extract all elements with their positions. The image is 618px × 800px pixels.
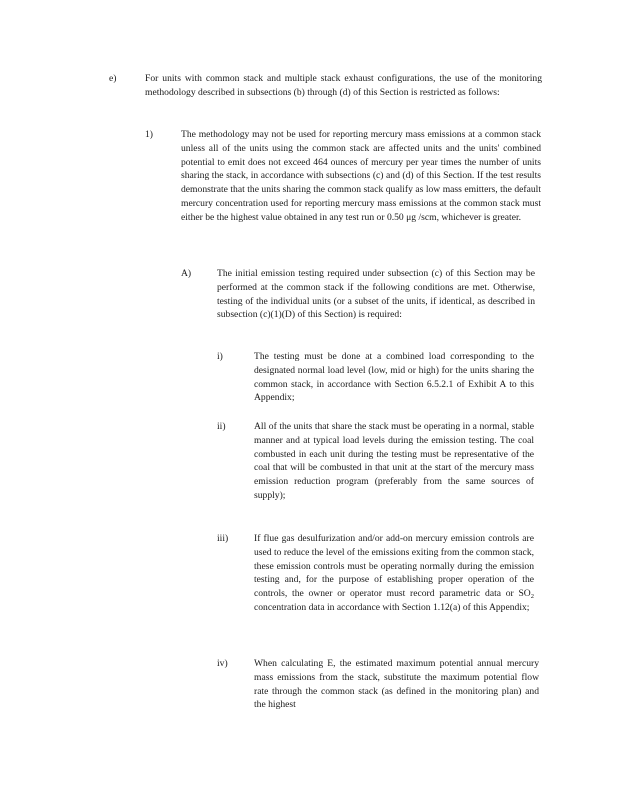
item-i-text: The testing must be done at a combined load corresponding to the designated normal load level (low, mid or high) for the units sharing the common stack, in accordance with Section 6.5.2.1 of Exhibit A to this Appendix;: [254, 351, 534, 404]
item-iv-text: When calculating E, the estimated maximum potential annual mercury mass emissions from the stack, substitute the maximum potential flow rate through the common stack (as defined in the monitoring plan) and the highest: [254, 658, 539, 711]
item-a-text: The initial emission testing required under subsection (c) of this Section may be performed at the common stack if the following conditions are met. Otherwise, testing of the individual units (or a subset of the units, if identical, as described in subsection (c)(1)(D) of this Section) is required:: [217, 268, 535, 321]
item-ii-label: ii): [217, 421, 226, 432]
item-iv-label: iv): [217, 658, 228, 669]
item-i-label: i): [217, 351, 223, 362]
section-e-text: For units with common stack and multiple stack exhaust configurations, the use of the monitoring methodology described in subsections (b) through (d) of this Section is restricted as follows:: [145, 73, 542, 98]
item-iii-text: [254, 532, 534, 615]
item-1-label: 1): [145, 129, 153, 140]
item-iii-text-before: If flue gas desulfurization and/or add-on mercury emission controls are used to reduce the level of the emissions exiting from the common stack, these emission controls must be operating normally during the emission testing and, for the purpose of establishing proper operation of the controls, the owner or operator must record parametric data or SO: [254, 533, 535, 600]
item-a-label: A): [181, 268, 192, 279]
section-e-label: e): [109, 73, 117, 84]
item-iii-label: iii): [217, 533, 229, 544]
item-iii-text-after: concentration data in accordance with Section 1.12(a) of this Appendix;: [254, 601, 530, 613]
item-1-text: The methodology may not be used for reporting mercury mass emissions at a common stack unless all of the units using the common stack are affected units and the units' combined potential to emit does not exceed 464 ounces of mercury per year times the number of units sharing the stack, in accordance with subsections (c) and (d) of this Section. If the test results demonstrate that the units sharing the common stack qualify as low mass emitters, the default mercury concentration used for reporting mercury mass emissions at the common stack must either be the highest value obtained in any test run or 0.50 μg /scm, whichever is greater.: [181, 129, 541, 223]
item-ii-text: All of the units that share the stack must be operating in a normal, stable manner and at typical load levels during the emission testing. The coal combusted in each unit during the testing must be representative of the coal that will be combusted in that unit at the start of the mercury mass emission reduction program (preferably from the same sources of supply);: [254, 421, 534, 501]
so2-subscript: 2: [530, 593, 534, 601]
